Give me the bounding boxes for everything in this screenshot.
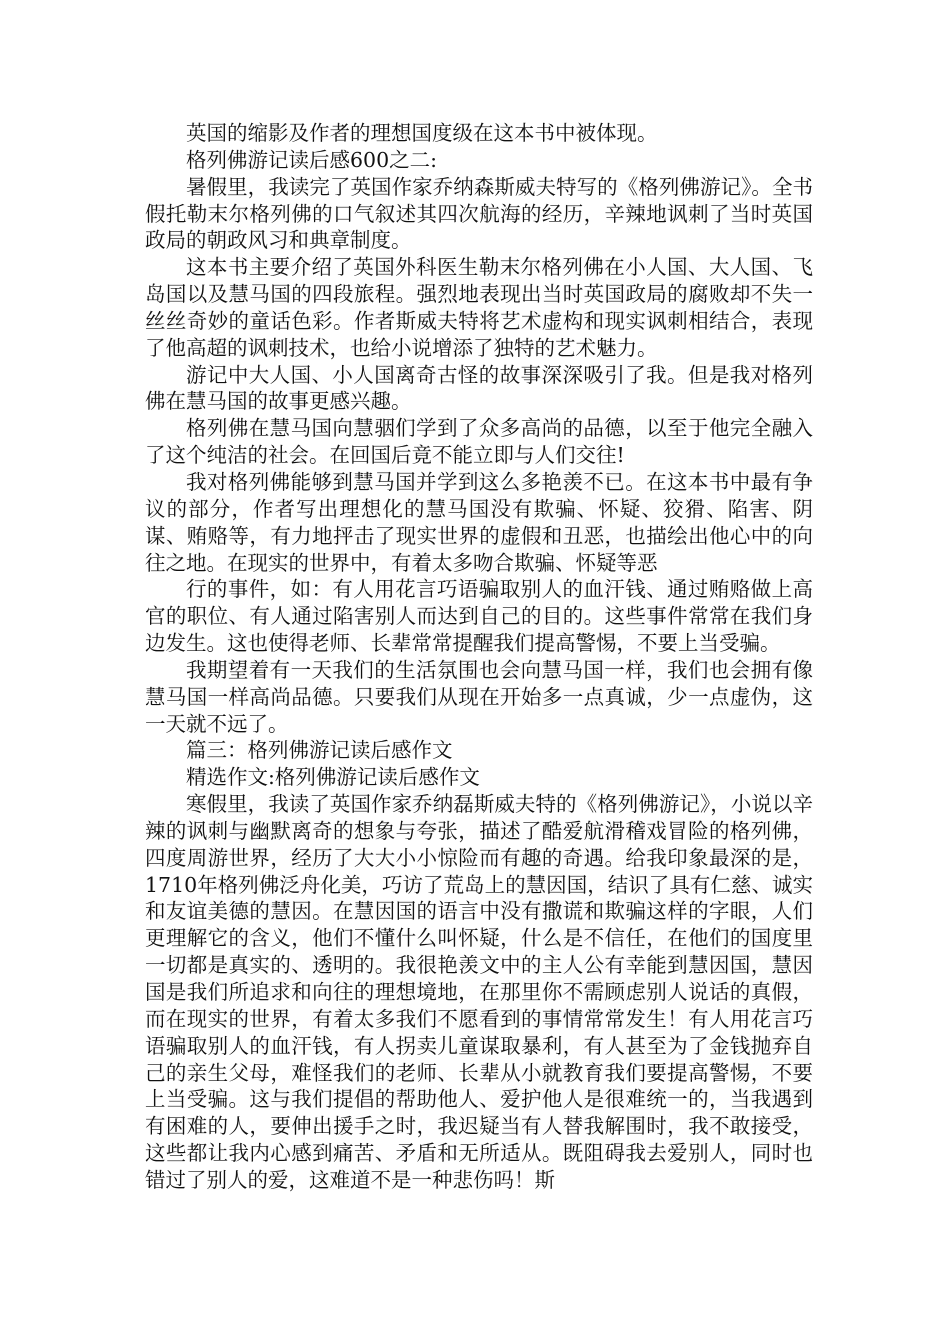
paragraph: 游记中大人国、小人国离奇古怪的故事深深吸引了我。但是我对格列佛在慧马国的故事更感兴趣。 (145, 362, 813, 414)
section-heading: 篇三：格列佛游记读后感作文 (186, 738, 453, 763)
paragraph: 这本书主要介绍了英国外科医生勒末尔格列佛在小人国、大人国、飞岛国以及慧马国的四段旅程。强烈地表现出当时英国政局的腐败却不失一丝丝奇妙的童话色彩。作者斯威夫特将艺术虚构和现实讽刺相结合，表现了他高超的讽刺技术，也给小说增添了独特的艺术魅力。 (145, 255, 813, 360)
paragraph: 格列佛游记读后感600之二: (186, 147, 438, 172)
paragraph: 格列佛在慧马国向慧骃们学到了众多高尚的品德，以至于他完全融入了这个纯洁的社会。在回国后竟不能立即与人们交往! (145, 416, 813, 468)
paragraph: 暑假里，我读完了英国作家乔纳森斯威夫特写的《格列佛游记》。全书假托勒末尔格列佛的口气叙述其四次航海的经历，辛辣地讽刺了当时英国政局的朝政风习和典章制度。 (145, 174, 813, 253)
paragraph: 行的事件，如：有人用花言巧语骗取别人的血汗钱、通过贿赂做上高官的职位、有人通过陷害别人而达到自己的目的。这些事件常常在我们身边发生。这也使得老师、长辈常常提醒我们提高警惕，不要上当受骗。 (145, 577, 813, 656)
essay-title: 精选作文:格列佛游记读后感作文 (186, 765, 480, 790)
document-body (145, 120, 813, 1194)
paragraph: 英国的缩影及作者的理想国度级在这本书中被体现。 (186, 121, 658, 145)
paragraph: 我对格列佛能够到慧马国并学到这么多艳羡不已。在这本书中最有争议的部分，作者写出理想化的慧马国没有欺骗、怀疑、狡猾、陷害、阴谋、贿赂等，有力地抨击了现实世界的虚假和丑恶，也描绘出他心中的向往之地。在现实的世界中，有着太多吻合欺骗、怀疑等恶 (145, 469, 813, 575)
paragraph: 我期望着有一天我们的生活氛围也会向慧马国一样，我们也会拥有像慧马国一样高尚品德。只要我们从现在开始多一点真诚，少一点虚伪，这一天就不远了。 (145, 657, 813, 736)
paragraph: 寒假里，我读了英国作家乔纳磊斯威夫特的《格列佛游记》，小说以辛辣的讽刺与幽默离奇的想象与夸张，描述了酷爱航滑稽戏冒险的格列佛，四度周游世界，经历了大大小小惊险而有趣的奇遇。给我印象最深的是，1710年格列佛泛舟化美，巧访了荒岛上的慧因国，结识了具有仁慈、诚实和友谊美德的慧因。在慧因国的语言中没有撒谎和欺骗这样的字眼，人们更理解它的含义，他们不懂什么叫怀疑，什么是不信任，在他们的国度里一切都是真实的、透明的。我很艳羡文中的主人公有幸能到慧因国，慧因国是我们所追求和向往的理想境地，在那里你不需顾虑别人说话的真假，而在现实的世界，有着太多我们不愿看到的事情常常发生！有人用花言巧语骗取别人的血汗钱，有人拐卖儿童谋取暴利，有人甚至为了金钱抛弃自己的亲生父母，难怪我们的老师、长辈从小就教育我们要提高警惕，不要上当受骗。这与我们提倡的帮助他人、爱护他人是很难统一的，当我遇到有困难的人，要伸出援手之时，我迟疑当有人替我解围时，我不敢接受，这些都让我内心感到痛苦、矛盾和无所适从。既阻碍我去爱别人，同时也错过了别人的爱，这难道不是一种悲伤吗！斯 (145, 792, 813, 1192)
